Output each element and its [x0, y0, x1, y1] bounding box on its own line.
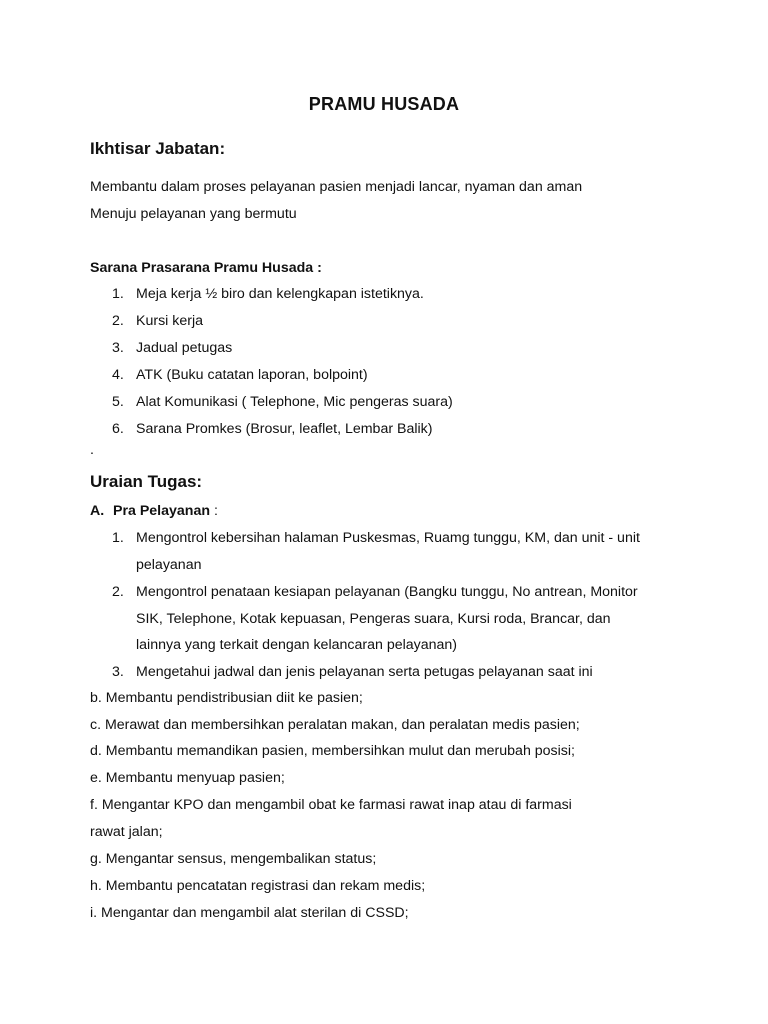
task-line-e: e. Membantu menyuap pasien;	[90, 770, 285, 786]
task-line-c: c. Merawat dan membersihkan peralatan makan, dan peralatan medis pasien;	[90, 717, 580, 733]
section-a-label: Pra Pelayanan	[113, 503, 211, 519]
sarana-item-number: 6.	[112, 421, 124, 437]
task-line-i: i. Mengantar dan mengambil alat sterilan di CSSD;	[90, 905, 409, 921]
sarana-item-number: 4.	[112, 367, 124, 383]
pra-item-line: Mengontrol penataan kesiapan pelayanan (Bangku tunggu, No antrean, Monitor	[136, 584, 638, 600]
uraian-heading: Uraian Tugas:	[90, 472, 203, 491]
ikhtisar-heading: Ikhtisar Jabatan:	[90, 139, 226, 158]
sarana-heading: Sarana Prasarana Pramu Husada :	[90, 260, 322, 276]
sarana-item-text: Jadual petugas	[136, 340, 233, 356]
sarana-item-text: ATK (Buku catatan laporan, bolpoint)	[136, 367, 368, 383]
task-line-d: d. Membantu memandikan pasien, membersihkan mulut dan merubah posisi;	[90, 743, 575, 759]
sarana-item-text: Kursi kerja	[136, 313, 204, 329]
section-a-suffix: :	[210, 503, 218, 519]
pra-item-number: 3.	[112, 664, 124, 680]
pra-item-line: pelayanan	[136, 557, 202, 573]
sarana-item-number: 2.	[112, 313, 124, 329]
task-line-f: f. Mengantar KPO dan mengambil obat ke farmasi rawat inap atau di farmasi	[90, 797, 572, 813]
sarana-item-text: Alat Komunikasi ( Telephone, Mic pengeras suara)	[136, 394, 453, 410]
task-line-g: g. Mengantar sensus, mengembalikan status;	[90, 851, 377, 867]
sarana-item-number: 1.	[112, 286, 124, 302]
stray-dot: .	[90, 442, 94, 458]
pra-item-number: 1.	[112, 530, 124, 546]
pra-item-line: Mengetahui jadwal dan jenis pelayanan serta petugas pelayanan saat ini	[136, 664, 593, 680]
pra-item-line: SIK, Telephone, Kotak kepuasan, Pengeras suara, Kursi roda, Brancar, dan	[136, 611, 611, 627]
section-a-mark: A.	[90, 503, 105, 519]
pra-item-number: 2.	[112, 584, 124, 600]
section-a-title	[113, 503, 218, 519]
sarana-item-number: 5.	[112, 394, 124, 410]
pra-item-line: Mengontrol kebersihan halaman Puskesmas, Ruamg tunggu, KM, dan unit - unit	[136, 530, 640, 546]
sarana-item-text: Meja kerja ½ biro dan kelengkapan istetiknya.	[136, 286, 424, 302]
page-title: PRAMU HUSADA	[308, 94, 460, 114]
task-line-h: h. Membantu pencatatan registrasi dan rekam medis;	[90, 878, 426, 894]
pra-item-line: lainnya yang terkait dengan kelancaran pelayanan)	[136, 637, 458, 653]
ikhtisar-line-1: Membantu dalam proses pelayanan pasien menjadi lancar, nyaman dan aman	[90, 179, 583, 195]
ikhtisar-line-2: Menuju pelayanan yang bermutu	[90, 206, 297, 222]
sarana-item-text: Sarana Promkes (Brosur, leaflet, Lembar Balik)	[136, 421, 433, 437]
task-line-f-cont: rawat jalan;	[90, 824, 163, 840]
sarana-item-number: 3.	[112, 340, 124, 356]
task-line-b: b. Membantu pendistribusian diit ke pasien;	[90, 690, 363, 706]
